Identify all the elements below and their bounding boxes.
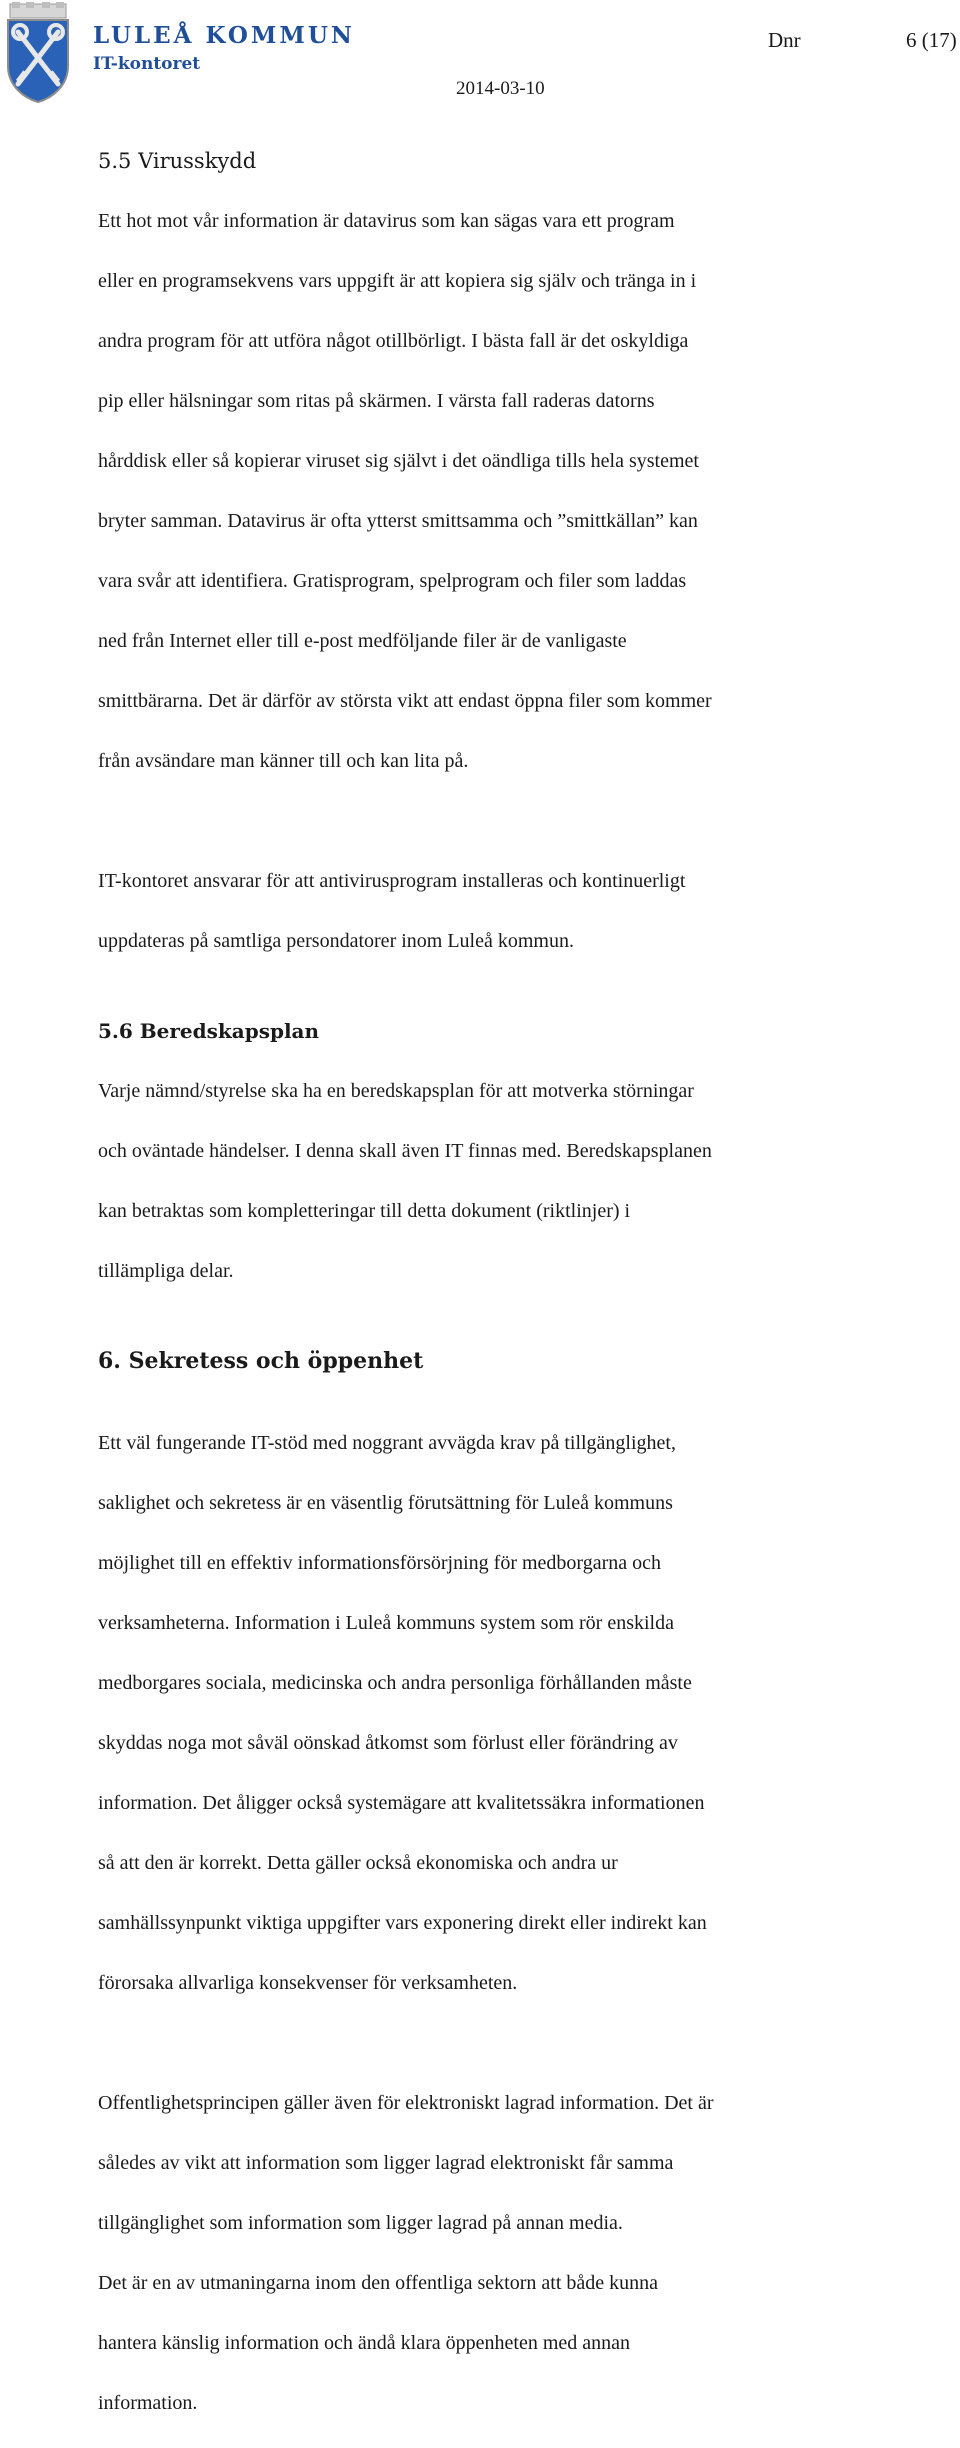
text-line: eller en programsekvens vars uppgift är att kopiera sig själv och tränga in i: [98, 270, 697, 292]
text-line: bryter samman. Datavirus är ofta ytterst smittsamma och ”smittkällan” kan: [98, 510, 698, 532]
text-line: Ett hot mot vår information är datavirus som kan sägas vara ett program: [98, 210, 675, 232]
secrecy-paragraph-1: [98, 1398, 888, 2028]
text-line: ned från Internet eller till e-post medföljande filer är de vanligaste: [98, 630, 627, 652]
text-line: vara svår att identifiera. Gratisprogram, spelprogram och filer som laddas: [98, 570, 687, 592]
organization-name: LULEÅ KOMMUN: [93, 22, 355, 49]
document-date: 2014-03-10: [456, 78, 545, 99]
text-line: medborgares sociala, medicinska och andra personliga förhållanden måste: [98, 1672, 692, 1694]
text-line: Det är en av utmaningarna inom den offentliga sektorn att både kunna: [98, 2272, 658, 2294]
text-line: IT-kontoret ansvarar för att antivirusprogram installeras och kontinuerligt: [98, 870, 686, 892]
text-line: möjlighet till en effektiv informationsförsörjning för medborgarna och: [98, 1552, 662, 1574]
text-line: samhällssynpunkt viktiga uppgifter vars exponering direkt eller indirekt kan: [98, 1912, 707, 1934]
lulea-coat-of-arms-icon: [2, 2, 74, 104]
text-line: och oväntade händelser. I denna skall även IT finnas med. Beredskapsplanen: [98, 1140, 712, 1162]
text-line: uppdateras på samtliga persondatorer inom Luleå kommun.: [98, 930, 574, 952]
secrecy-paragraph-2: [98, 2058, 888, 2448]
text-line: tillämpliga delar.: [98, 1260, 234, 1282]
section-heading-virus: 5.5 Virusskydd: [98, 149, 257, 173]
text-line: information.: [98, 2392, 198, 2414]
department-name: IT-kontoret: [93, 54, 201, 74]
text-line: således av vikt att information som ligger lagrad elektroniskt får samma: [98, 2152, 674, 2174]
text-line: smittbärarna. Det är därför av största vikt att endast öppna filer som kommer: [98, 690, 712, 712]
text-line: hantera känslig information och ändå klara öppenheten med annan: [98, 2332, 631, 2354]
page-number: 6 (17): [906, 28, 957, 52]
text-line: verksamheterna. Information i Luleå kommuns system som rör enskilda: [98, 1612, 674, 1634]
text-line: saklighet och sekretess är en väsentlig förutsättning för Luleå kommuns: [98, 1492, 673, 1514]
text-line: skyddas noga mot såväl oönskad åtkomst som förlust eller förändring av: [98, 1732, 678, 1754]
text-line: Offentlighetsprincipen gäller även för elektroniskt lagrad information. Det är: [98, 2092, 714, 2114]
section-heading-preparedness: 5.6 Beredskapsplan: [98, 1019, 320, 1043]
text-line: andra program för att utföra något otillbörligt. I bästa fall är det oskyldiga: [98, 330, 689, 352]
virus-paragraph-2: [98, 836, 888, 986]
text-line: tillgänglighet som information som ligger lagrad på annan media.: [98, 2212, 623, 2234]
section-heading-secrecy: 6. Sekretess och öppenhet: [98, 1348, 424, 1374]
text-line: kan betraktas som kompletteringar till detta dokument (riktlinjer) i: [98, 1200, 631, 1222]
dnr-label: Dnr: [768, 28, 801, 52]
text-line: från avsändare man känner till och kan lita på.: [98, 750, 469, 772]
virus-paragraph-1: [98, 176, 888, 806]
text-line: Varje nämnd/styrelse ska ha en beredskapsplan för att motverka störningar: [98, 1080, 694, 1102]
text-line: information. Det åligger också systemägare att kvalitetssäkra informationen: [98, 1792, 705, 1814]
text-line: pip eller hälsningar som ritas på skärmen. I värsta fall raderas datorns: [98, 390, 655, 412]
text-line: förorsaka allvarliga konsekvenser för verksamheten.: [98, 1972, 518, 1994]
text-line: så att den är korrekt. Detta gäller också ekonomiska och andra ur: [98, 1852, 618, 1874]
text-line: hårddisk eller så kopierar viruset sig självt i det oändliga tills hela systemet: [98, 450, 699, 472]
preparedness-paragraph: [98, 1046, 888, 1316]
document-body: [98, 146, 888, 2448]
text-line: Ett väl fungerande IT-stöd med noggrant avvägda krav på tillgänglighet,: [98, 1432, 676, 1454]
